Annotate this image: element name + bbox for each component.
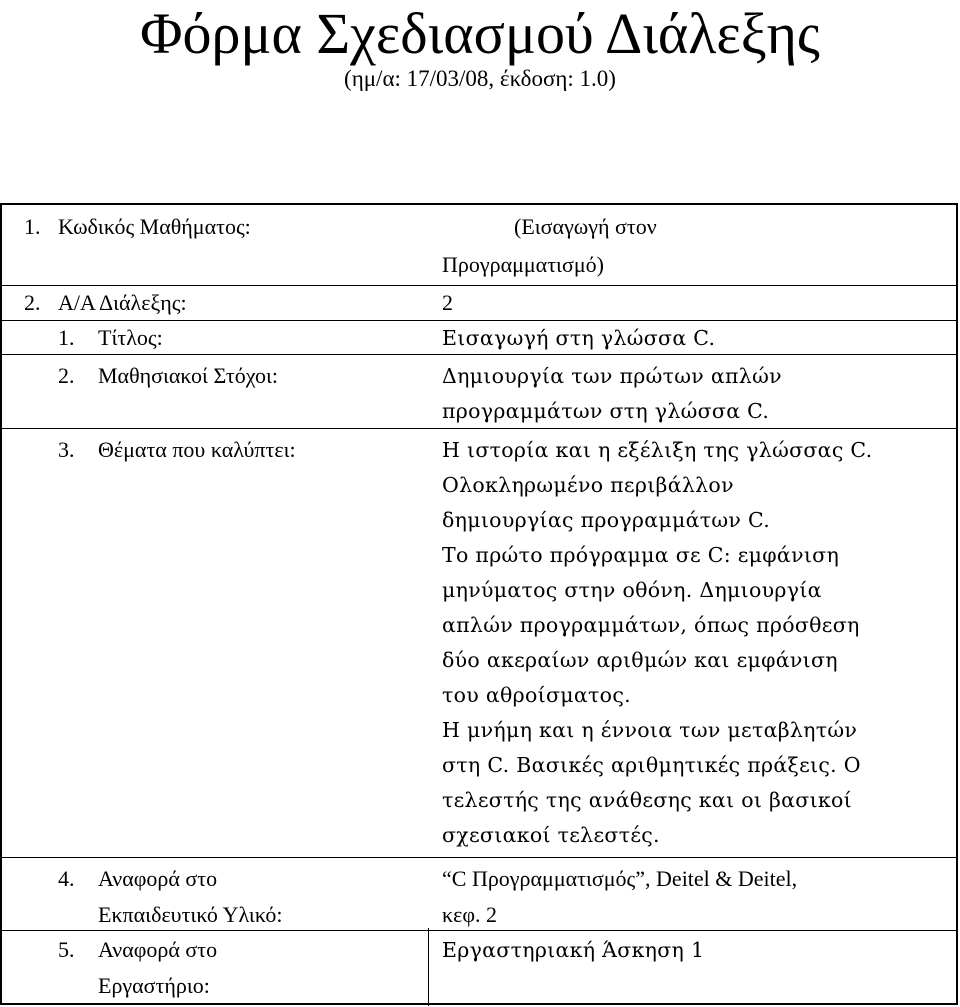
topics-value-line: Ολοκληρωμένο περιβάλλον (442, 473, 734, 497)
course-code-value-line2: Προγραμματισμό) (442, 252, 604, 277)
topics-value-line: του αθροίσματος. (442, 683, 631, 707)
row-number: 3. (58, 437, 75, 462)
topics-value-line: στη C. Βασικές αριθμητικές πράξεις. Ο (442, 753, 861, 777)
topics-value-line: Η ιστορία και η εξέλιξη της γλώσσας C. (442, 438, 873, 462)
course-code-label: Κωδικός Μαθήματος: (58, 214, 251, 239)
topics-value-line: σχεσιακοί τελεστές. (442, 823, 660, 847)
topics-value-line: Η μνήμη και η έννοια των μεταβλητών (442, 718, 858, 742)
topics-value-line: δημιουργίας προγραμμάτων C. (442, 508, 771, 532)
material-value-line2: κεφ. 2 (442, 902, 498, 927)
row-learning-objectives (2, 354, 956, 435)
row-number: 5. (58, 937, 75, 962)
title-label: Τίτλος: (98, 325, 163, 350)
column-divider (428, 928, 429, 1006)
lab-value: Εργαστηριακή Άσκηση 1 (442, 938, 705, 962)
lab-label-line2: Εργαστήριο: (98, 973, 210, 998)
page-title: Φόρμα Σχεδιασμού Διάλεξης (140, 1, 820, 66)
row-number: 4. (58, 866, 75, 891)
objectives-value-line: Δημιουργία των πρώτων απλών (442, 364, 782, 388)
title-value: Εισαγωγή στη γλώσσα C. (442, 326, 716, 350)
material-value-line1: “C Προγραμματισμός”, Deitel & Deitel, (442, 866, 798, 891)
lecture-form-table (0, 203, 958, 1005)
row-number: 2. (24, 290, 41, 315)
row-lab-reference (2, 930, 956, 1007)
row-number: 1. (24, 214, 41, 239)
row-educational-material (2, 857, 956, 930)
material-label-line1: Αναφορά στο (98, 866, 218, 891)
lab-label-line1: Αναφορά στο (98, 937, 218, 962)
row-topics (2, 428, 956, 857)
topics-value-line: δύο ακεραίων αριθμών και εμφάνιση (442, 648, 838, 672)
topics-label: Θέματα που καλύπτει: (98, 437, 296, 462)
lecture-number-value: 2 (442, 290, 453, 315)
page-subtitle: (ημ/α: 17/03/08, έκδοση: 1.0) (344, 66, 616, 91)
objectives-label: Μαθησιακοί Στόχοι: (98, 363, 279, 388)
course-code-value-line1: (Εισαγωγή στον (514, 214, 657, 239)
topics-value-line: Το πρώτο πρόγραμμα σε C: εμφάνιση (442, 543, 840, 567)
row-number: 1. (58, 325, 75, 350)
row-title (2, 320, 956, 357)
material-label-line2: Εκπαιδευτικό Υλικό: (98, 902, 283, 927)
row-number: 2. (58, 363, 75, 388)
row-lecture-number (2, 285, 956, 324)
objectives-value-line: προγραμμάτων στη γλώσσα C. (442, 399, 770, 423)
topics-value-line: τελεστής της ανάθεσης και οι βασικοί (442, 788, 853, 812)
topics-value-line: απλών προγραμμάτων, όπως πρόσθεση (442, 613, 860, 637)
topics-value-line: μηνύματος στην οθόνη. Δημιουργία (442, 578, 822, 602)
lecture-number-label: Α/Α Διάλεξης: (58, 290, 187, 315)
row-course-code (2, 205, 956, 293)
